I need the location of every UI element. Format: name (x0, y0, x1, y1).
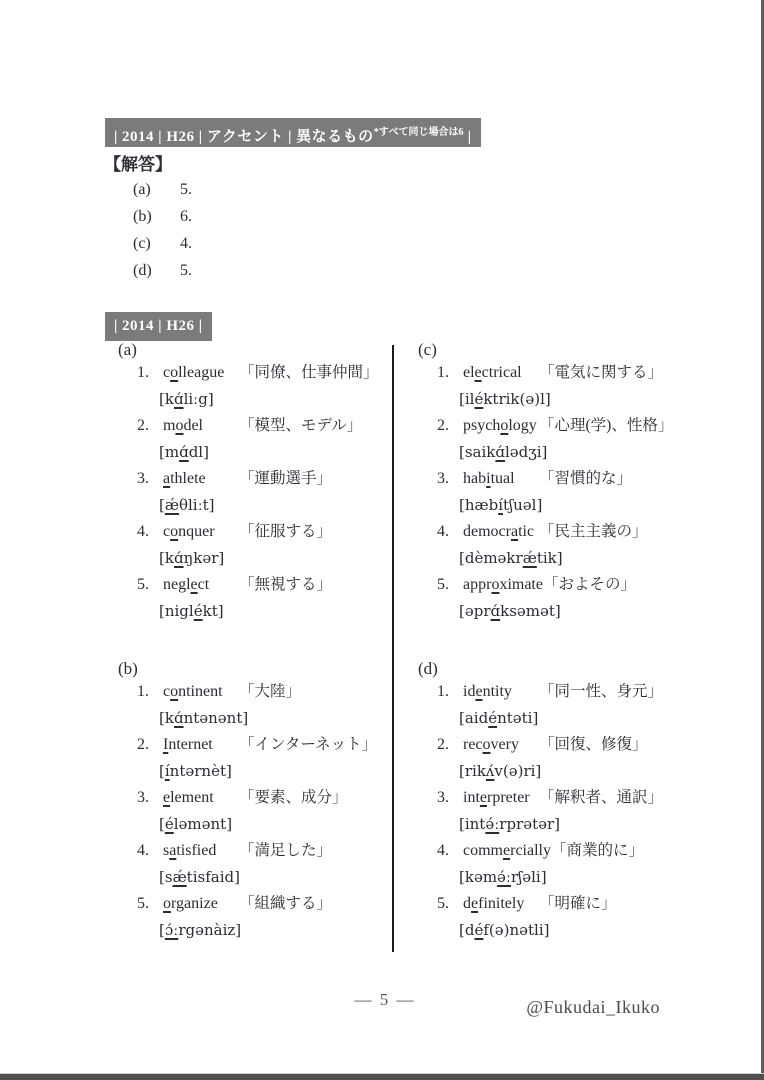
accent-underline: ə́ː (485, 815, 500, 833)
item-meaning: 「同一性、身元」 (539, 683, 664, 700)
item-pronunciation: [niglékt] (159, 602, 224, 620)
item-meaning: 「解釈者、通訳」 (539, 789, 664, 806)
answer-label: (d) (133, 262, 152, 279)
vocab-item (418, 679, 708, 732)
item-word: athlete (163, 470, 206, 487)
vocab-item (118, 891, 390, 944)
vocab-item (118, 466, 390, 519)
accent-underline: o (170, 523, 179, 540)
item-pronunciation: [ɔ́ːrgənàiz] (159, 921, 242, 939)
item-pronunciation: [kɑ́ŋkər] (159, 549, 225, 567)
vocab-item (418, 732, 708, 785)
item-meaning: 「征服する」 (239, 523, 333, 540)
accent-underline: ɑ́ (173, 549, 184, 567)
answer-value: 5. (180, 181, 192, 198)
vocab-item (118, 413, 390, 466)
vocab-item-line2 (459, 545, 708, 572)
vocab-item (418, 572, 708, 625)
accent-underline: e (471, 895, 479, 912)
item-pronunciation: [rikʌ́v(ə)ri] (459, 762, 542, 780)
accent-underline: ɑ́ (173, 390, 184, 408)
vocab-item-line1 (118, 572, 390, 598)
vocab-item-line1 (118, 360, 390, 386)
vocab-item-line2 (459, 705, 708, 732)
item-word: interpreter (463, 789, 530, 806)
vocab-item-line2 (459, 758, 708, 785)
accent-underline: ǽ (164, 496, 179, 514)
vocab-item-line1 (418, 785, 708, 811)
title-bar-superscript-note: *すべて同じ場合は6 (373, 127, 464, 138)
item-word: electrical (463, 364, 522, 381)
vocab-item-line2 (159, 598, 390, 625)
accent-underline: í (164, 762, 170, 780)
item-number: 3. (137, 789, 149, 806)
item-word: habitual (463, 470, 515, 487)
item-pronunciation: [sǽtisfaid] (159, 868, 240, 886)
item-number: 1. (137, 683, 149, 700)
vocab-item-line1 (118, 413, 390, 439)
vocab-item-line1 (418, 360, 708, 386)
item-meaning: 「心理(学)、性格」 (539, 417, 674, 434)
answer-row (133, 203, 192, 230)
accent-underline: a (163, 470, 171, 487)
vocab-item-line1 (418, 732, 708, 758)
item-word: recovery (463, 736, 519, 753)
item-number: 4. (437, 842, 449, 859)
accent-underline: e (190, 576, 198, 593)
item-number: 1. (437, 683, 449, 700)
item-meaning: 「インターネット」 (239, 736, 378, 753)
accent-underline: ɑ́ (173, 709, 184, 727)
item-number: 5. (437, 895, 449, 912)
vocab-item (118, 679, 390, 732)
item-number: 4. (137, 523, 149, 540)
vocab-item-line2 (159, 811, 390, 838)
item-number: 3. (437, 470, 449, 487)
accent-underline: ɑ́ (179, 443, 189, 461)
vocab-item-line1 (418, 572, 708, 598)
section-c (418, 340, 708, 625)
vocab-item-line2 (159, 917, 390, 944)
item-meaning: 「習慣的な」 (539, 470, 633, 487)
vocab-item-line1 (418, 679, 708, 705)
answer-row (133, 230, 192, 257)
column-left (118, 340, 390, 944)
item-pronunciation: [əprɑ́ksəmət] (459, 602, 561, 620)
accent-underline: a (510, 523, 519, 540)
accent-underline: o (175, 417, 184, 434)
accent-underline: ǽ (172, 868, 187, 886)
item-word: continent (163, 683, 223, 700)
accent-underline: o (163, 895, 171, 912)
vocab-item (418, 519, 708, 572)
item-number: 2. (137, 417, 149, 434)
page-number: — 5 — (354, 990, 416, 1009)
item-word: element (163, 789, 214, 806)
accent-underline: e (479, 789, 487, 806)
answer-label: (b) (133, 208, 152, 225)
vocab-item-line2 (459, 598, 708, 625)
vocab-item-line1 (418, 519, 708, 545)
vocab-item (118, 519, 390, 572)
item-pronunciation: [íntərnèt] (159, 762, 232, 780)
vocab-item-line1 (118, 838, 390, 864)
vocab-item-line1 (118, 891, 390, 917)
title-bar-year: | 2014 | H26 | (105, 312, 212, 341)
item-pronunciation: [ǽθliːt] (159, 496, 215, 514)
vocab-item (418, 413, 708, 466)
section-label: (b) (118, 659, 138, 678)
vocab-item (418, 891, 708, 944)
item-meaning: 「およその」 (542, 576, 636, 593)
item-word: identity (463, 683, 512, 700)
item-word: psychology (463, 417, 537, 434)
item-number: 2. (437, 417, 449, 434)
accent-underline: o (170, 364, 179, 381)
accent-underline: a (169, 842, 177, 859)
vocab-item-line2 (159, 386, 390, 413)
answer-row (133, 176, 192, 203)
accent-underline: e (503, 842, 511, 859)
vocab-item-line2 (159, 705, 390, 732)
item-pronunciation: [kəmə́ːrʃəli] (459, 868, 547, 886)
accent-underline: e (474, 364, 482, 381)
section-d (418, 659, 708, 944)
vocab-item-line1 (118, 732, 390, 758)
accent-underline: o (500, 417, 509, 434)
section-label: (d) (418, 659, 438, 678)
vocab-item-line1 (418, 838, 708, 864)
accent-underline: ǽ (522, 549, 537, 567)
answer-label: (a) (133, 181, 151, 198)
item-word: colleague (163, 364, 225, 381)
item-pronunciation: [mɑ́dl] (159, 443, 209, 461)
answer-label: (c) (133, 235, 151, 252)
vocab-item-line1 (118, 785, 390, 811)
item-word: satisfied (163, 842, 217, 859)
item-meaning: 「回復、修復」 (539, 736, 648, 753)
item-meaning: 「要素、成分」 (239, 789, 348, 806)
item-meaning: 「民主主義の」 (539, 523, 648, 540)
vocab-item (418, 838, 708, 891)
accent-underline: o (170, 683, 179, 700)
accent-underline: ɑ́ (495, 443, 505, 461)
accent-underline: ɔ́ː (164, 921, 179, 939)
section-label: (a) (118, 340, 137, 359)
item-number: 5. (437, 576, 449, 593)
item-meaning: 「組織する」 (239, 895, 333, 912)
item-number: 4. (437, 523, 449, 540)
vocab-item-line2 (159, 758, 390, 785)
vocab-item-line2 (159, 439, 390, 466)
vocab-item-line2 (459, 864, 708, 891)
item-word: approximate (463, 576, 543, 593)
answer-value: 5. (180, 262, 192, 279)
accent-underline: o (491, 576, 500, 593)
vocab-item-line2 (459, 492, 708, 519)
item-pronunciation: [intə́ːrprətər] (459, 815, 561, 833)
vocab-item-line2 (159, 864, 390, 891)
accent-underline: é (474, 390, 484, 408)
item-number: 2. (137, 736, 149, 753)
vocab-item-line2 (459, 917, 708, 944)
item-number: 5. (137, 576, 149, 593)
item-pronunciation: [éləmənt] (159, 815, 233, 833)
vocab-item (118, 838, 390, 891)
item-number: 3. (137, 470, 149, 487)
item-meaning: 「模型、モデル」 (239, 417, 363, 434)
title-bar-accent (105, 118, 481, 147)
item-word: conquer (163, 523, 215, 540)
item-word: commercially (463, 842, 551, 859)
title-bar-main-text: | 2014 | H26 | アクセント | 異なるもの (114, 129, 374, 145)
accent-underline: ə́ː (497, 868, 511, 886)
item-word: model (163, 417, 203, 434)
vocab-item (418, 785, 708, 838)
title-bar-suffix: | (463, 129, 472, 145)
column-divider (392, 345, 394, 952)
vocab-item (118, 785, 390, 838)
vocab-item-line1 (418, 891, 708, 917)
vocab-item (118, 572, 390, 625)
answer-value: 6. (180, 208, 192, 225)
item-pronunciation: [déf(ə)nətli] (459, 921, 550, 939)
vocab-item-line1 (118, 679, 390, 705)
accent-underline: í (498, 496, 504, 514)
answer-row (133, 257, 192, 284)
item-number: 4. (137, 842, 149, 859)
section-b (118, 659, 390, 944)
item-meaning: 「大陸」 (239, 683, 302, 700)
accent-underline: é (164, 815, 174, 833)
credit-handle: @Fukudai_Ikuko (526, 997, 660, 1017)
vocab-item-line2 (459, 386, 708, 413)
accent-underline: i (486, 470, 491, 487)
vocab-item-line2 (159, 492, 390, 519)
item-meaning: 「満足した」 (239, 842, 333, 859)
item-pronunciation: [kɑ́liːg] (159, 390, 214, 408)
column-right (418, 340, 708, 944)
answers-heading: 【解答】 (104, 155, 172, 174)
section-a (118, 340, 390, 625)
item-word: democratic (463, 523, 535, 540)
accent-underline: e (163, 789, 171, 806)
vocab-item-line1 (418, 413, 708, 439)
accent-underline: ɑ́ (490, 602, 501, 620)
vocab-item (418, 360, 708, 413)
item-word: Internet (163, 736, 213, 753)
section-label: (c) (418, 340, 437, 359)
accent-underline: é (193, 602, 203, 620)
vocab-item-line1 (118, 519, 390, 545)
item-pronunciation: [iléktrik(ə)l] (459, 390, 551, 408)
vocab-item-line2 (459, 811, 708, 838)
accent-underline: o (482, 736, 491, 753)
item-number: 2. (437, 736, 449, 753)
item-pronunciation: [saikɑ́lədʒi] (459, 443, 548, 461)
accent-underline: ʌ́ (485, 762, 495, 780)
page-edge-bottom (0, 1073, 764, 1080)
answer-value: 4. (180, 235, 192, 252)
item-meaning: 「電気に関する」 (539, 364, 664, 381)
item-number: 3. (437, 789, 449, 806)
item-meaning: 「商業的に」 (550, 842, 644, 859)
accent-underline: é (474, 921, 484, 939)
vocab-item-line2 (459, 439, 708, 466)
vocab-item (118, 360, 390, 413)
item-pronunciation: [dèməkrǽtik] (459, 549, 563, 567)
vocab-item (118, 732, 390, 785)
vocab-item-line2 (159, 545, 390, 572)
vocab-item (418, 466, 708, 519)
item-number: 1. (137, 364, 149, 381)
item-word: definitely (463, 895, 525, 912)
vocab-item-line1 (118, 466, 390, 492)
item-pronunciation: [aidéntəti] (459, 709, 539, 727)
item-meaning: 「明確に」 (539, 895, 617, 912)
item-number: 5. (137, 895, 149, 912)
item-number: 1. (437, 364, 449, 381)
accent-underline: é (488, 709, 498, 727)
accent-underline: e (475, 683, 483, 700)
item-word: neglect (163, 576, 210, 593)
vocab-item-line1 (418, 466, 708, 492)
accent-underline: I (163, 736, 169, 753)
item-pronunciation: [kɑ́ntənənt] (159, 709, 249, 727)
item-word: organize (163, 895, 218, 912)
item-meaning: 「運動選手」 (239, 470, 333, 487)
item-meaning: 「無視する」 (239, 576, 333, 593)
item-pronunciation: [hæbítʃuəl] (459, 496, 543, 514)
answers-list (133, 176, 192, 284)
item-meaning: 「同僚、仕事仲間」 (239, 364, 379, 381)
